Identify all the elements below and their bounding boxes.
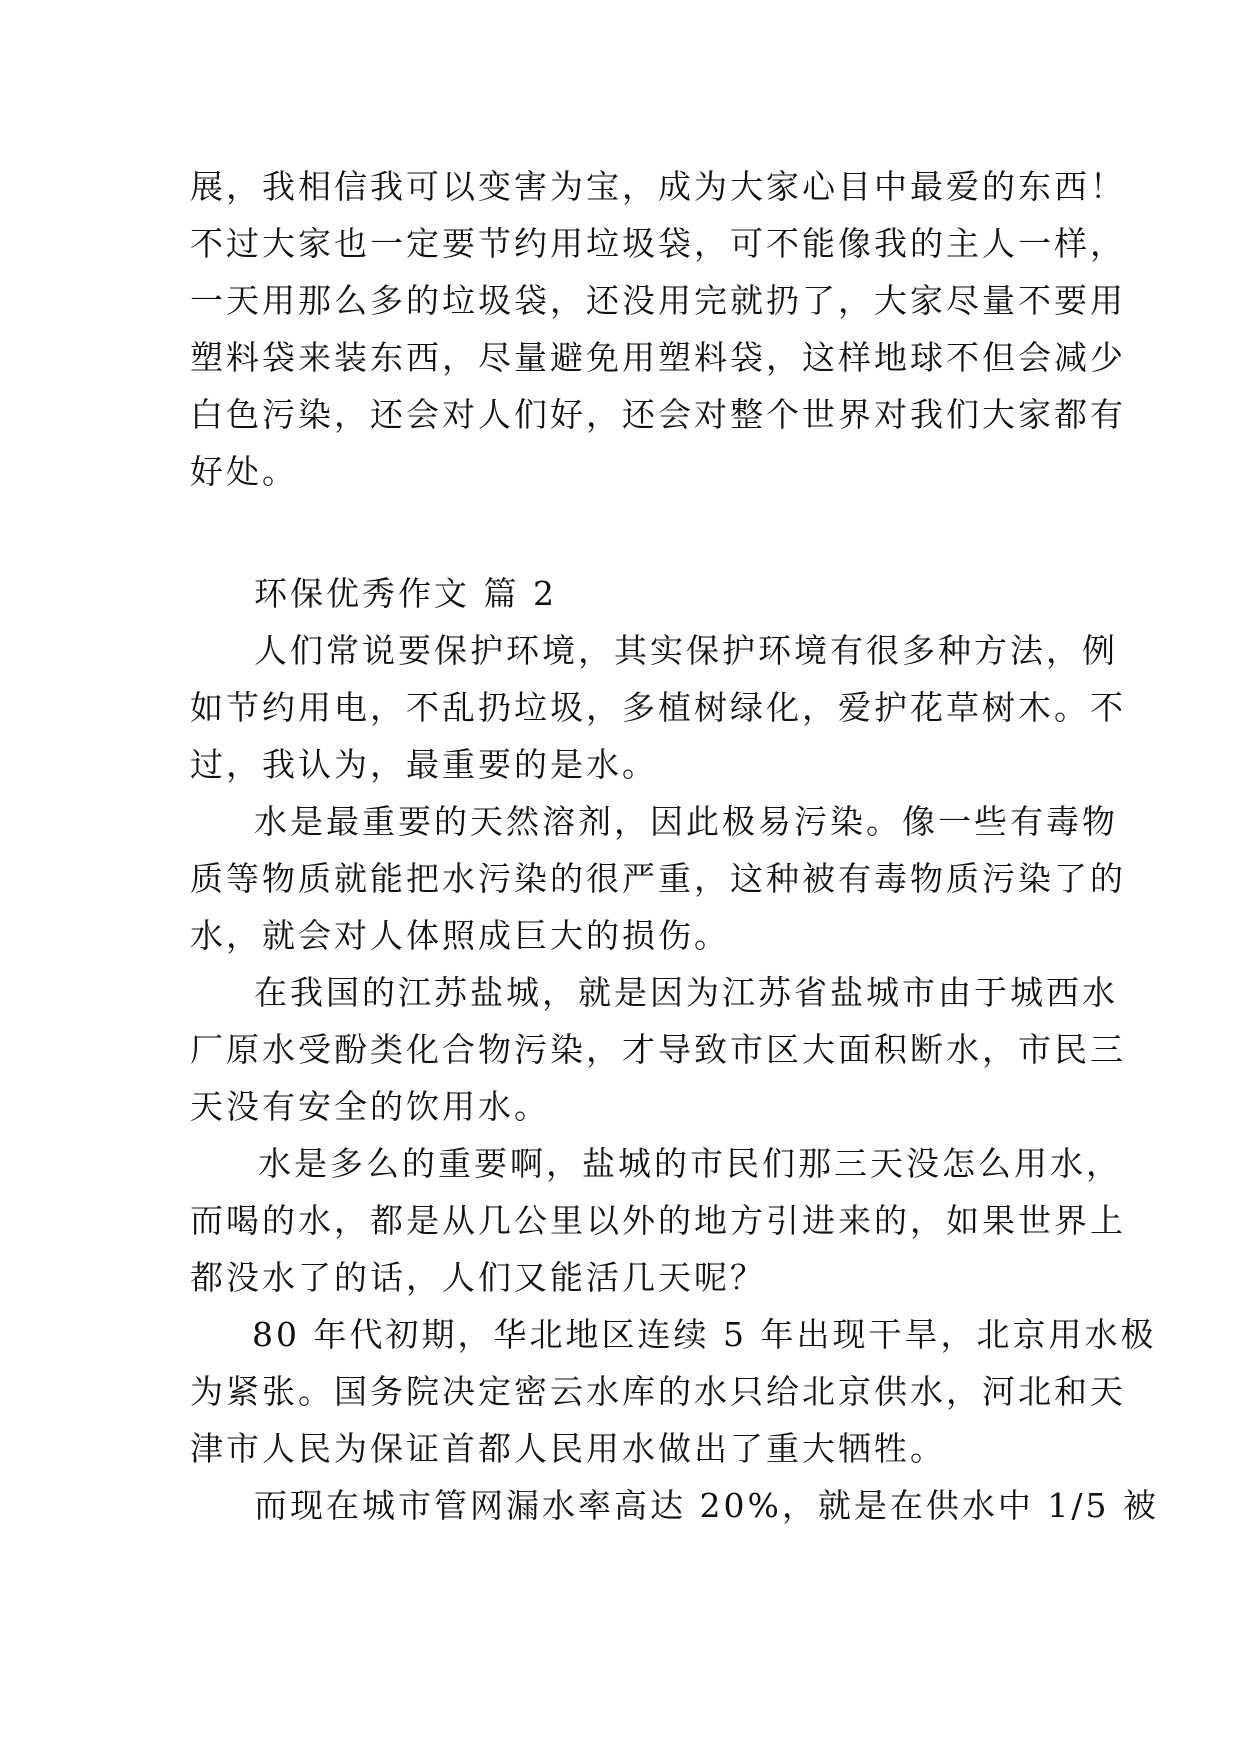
paragraph-line: 厂原水受酚类化合物污染，才导致市区大面积断水，市民三: [190, 1030, 1126, 1069]
paragraph-line: 天没有安全的饮用水。: [190, 1087, 550, 1126]
paragraph-line: 而现在城市管网漏水率高达 20%，就是在供水中 1/5 被: [254, 1486, 1159, 1525]
paragraph-line: 津市人民为保证首都人民用水做出了重大牺牲。: [190, 1429, 946, 1468]
paragraph-line: 水是最重要的天然溶剂，因此极易污染。像一些有毒物: [254, 802, 1118, 841]
text-line: 塑料袋来装东西，尽量避免用塑料袋，这样地球不但会减少: [190, 338, 1126, 377]
paragraph-line: 在我国的江苏盐城，就是因为江苏省盐城市由于城西水: [254, 973, 1118, 1012]
paragraph-line: 而喝的水，都是从几公里以外的地方引进来的，如果世界上: [190, 1201, 1126, 1240]
paragraph-line: 80 年代初期，华北地区连续 5 年出现干旱，北京用水极: [252, 1315, 1157, 1354]
paragraph-line: 水，就会对人体照成巨大的损伤。: [190, 916, 730, 955]
text-line: 白色污染，还会对人们好，还会对整个世界对我们大家都有: [190, 395, 1126, 434]
text-line: 一天用那么多的垃圾袋，还没用完就扔了，大家尽量不要用: [190, 281, 1126, 320]
paragraph-line: 过，我认为，最重要的是水。: [190, 745, 658, 784]
text-line: 不过大家也一定要节约用垃圾袋，可不能像我的主人一样，: [190, 224, 1126, 263]
paragraph-line: 质等物质就能把水污染的很严重，这种被有毒物质污染了的: [190, 859, 1126, 898]
paragraph-line: 水是多么的重要啊，盐城的市民们那三天没怎么用水，: [258, 1144, 1122, 1183]
paragraph-line: 为紧张。国务院决定密云水库的水只给北京供水，河北和天: [190, 1372, 1126, 1411]
text-line: 好处。: [190, 452, 298, 491]
paragraph-line: 都没水了的话，人们又能活几天呢？: [190, 1258, 766, 1297]
text-line: 展，我相信我可以变害为宝，成为大家心目中最爱的东西！: [190, 167, 1126, 206]
section-heading: 环保优秀作文 篇 2: [254, 574, 557, 613]
paragraph-line: 人们常说要保护环境，其实保护环境有很多种方法，例: [254, 631, 1118, 670]
paragraph-line: 如节约用电，不乱扔垃圾，多植树绿化，爱护花草树木。不: [190, 688, 1126, 727]
